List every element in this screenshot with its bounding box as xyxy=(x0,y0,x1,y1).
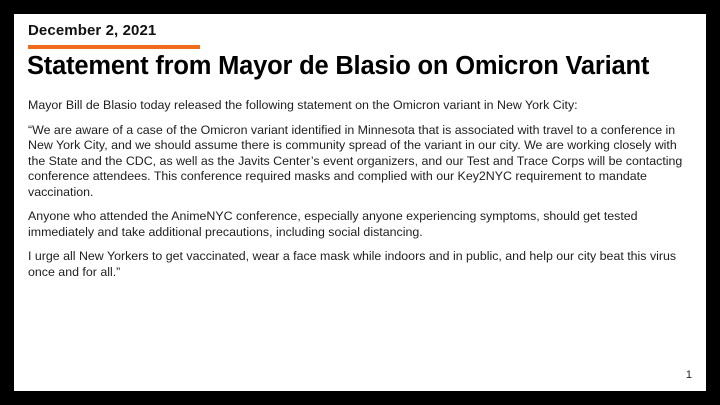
statement-date: December 2, 2021 xyxy=(28,22,157,39)
accent-underline xyxy=(28,45,200,49)
statement-body xyxy=(28,98,696,289)
paragraph-attendees: Anyone who attended the AnimeNYC conference, especially anyone experiencing symptoms, should get tested immediately and take additional precautions, including social distancing. xyxy=(28,209,638,239)
page-number: 1 xyxy=(685,369,692,381)
paragraph-quote-start: “We are aware of a case of the Omicron variant identified in Minnesota that is associated with travel to a conference in New York City, and we should assume there is community spread of the variant in our city. We are working closely with the State and the CDC, as well as the Javits Center’s event organizers, and our Test and Trace Corps will be contacting conference attendees. This conference required masks and complied with our Key2NYC requirement to mandate vaccination. xyxy=(28,122,683,199)
paragraph-closing: I urge all New Yorkers to get vaccinated, wear a face mask while indoors and in public, and help our city beat this virus once and for all.” xyxy=(28,249,677,279)
statement-title: Statement from Mayor de Blasio on Omicron Variant xyxy=(27,52,650,80)
paragraph-intro: Mayor Bill de Blasio today released the following statement on the Omicron variant in New York City: xyxy=(28,98,578,112)
slide xyxy=(14,14,706,391)
